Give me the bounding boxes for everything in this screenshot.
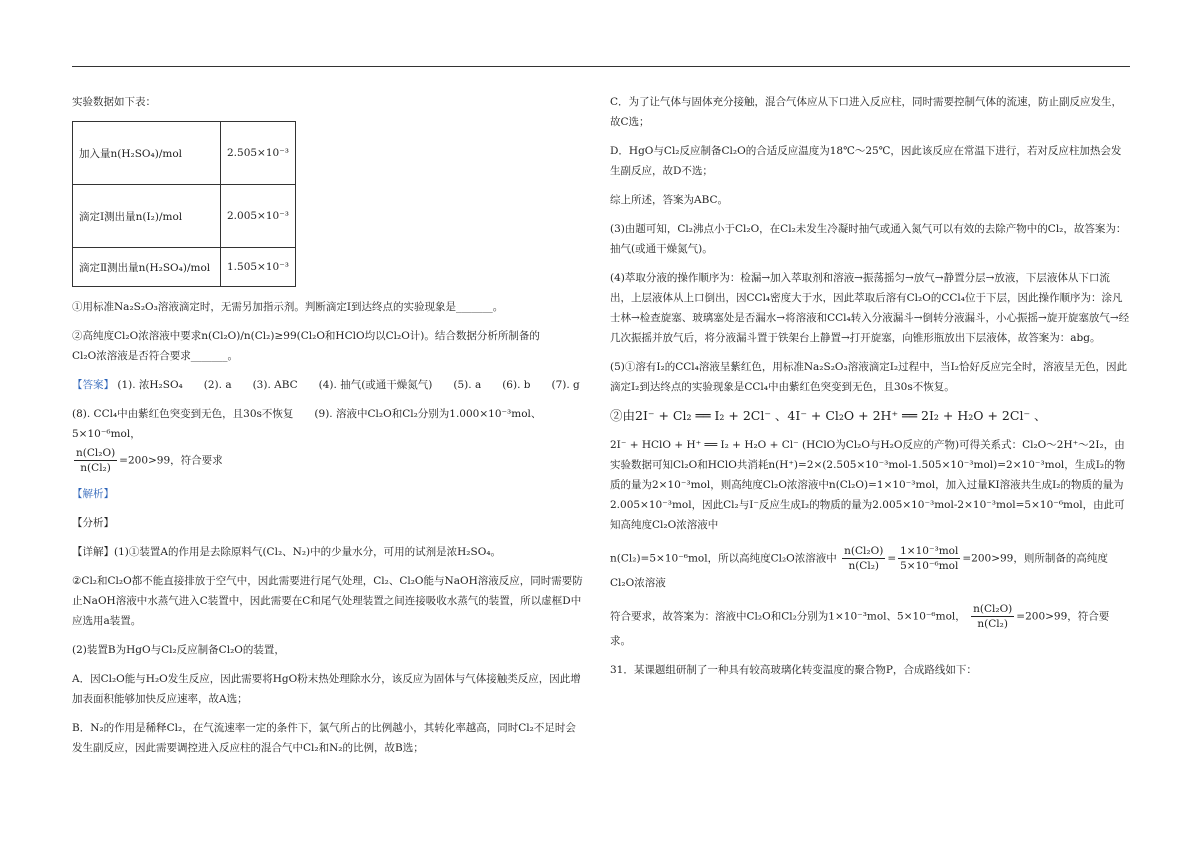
right-column	[610, 92, 1130, 689]
left-column	[72, 92, 584, 767]
fraction-numerator: 1×10⁻³mol	[900, 545, 959, 557]
fraction-numerator: n(Cl₂O)	[844, 545, 884, 557]
part-5: (5)①溶有I₂的CCl₄溶液呈紫红色，用标准Na₂S₂O₃溶液滴定I₂过程中，当I₂恰好反应完全时，溶液呈无色，因此滴定I₂到达终点的实验现象是CCl₄中由紫红色突变到无色，且30s不恢复。	[610, 361, 1127, 393]
question-1: ①用标准Na₂S₂O₃溶液滴定时，无需另加指示剂。判断滴定Ⅰ到达终点的实验现象是_______。	[72, 301, 504, 313]
final-line	[610, 602, 1130, 651]
question-2: ②高纯度Cl₂O浓溶液中要求n(Cl₂O)/n(Cl₂)≥99(Cl₂O和HClO均以Cl₂O计)。结合数据分析所制备的	[72, 330, 540, 342]
part-3: (3)由题可知，Cl₂沸点小于Cl₂O，在Cl₂未发生冷凝时抽气或通入氮气可以有效的去除产物中的Cl₂，故答案为：抽气(或通干燥氮气)。	[610, 223, 1127, 255]
table-cell-value: 2.505×10⁻³	[221, 122, 296, 185]
final-fraction	[971, 602, 1014, 631]
answer-line-1	[72, 375, 584, 395]
fraction-numerator: n(Cl₂O)	[973, 603, 1013, 615]
equation-2: 2I⁻ + HClO + H⁺ ══ I₂ + H₂O + Cl⁻ (HClO为Cl₂O与H₂O反应的产物)可得关系式：Cl₂O～2H⁺～2I₂，由实验数据可知Cl₂O和HClO共消耗n(H⁺)=2×(2.505×10⁻³mol-1.505×10⁻³mol)=2×10⁻³mol，生成I₂的物质的量为2×10⁻³mol，则高纯度Cl₂O浓溶液中n(Cl₂O)=1×10⁻³mol，加入过量KI溶液共生成I₂的物质的量为2.005×10⁻³mol，因此Cl₂与I⁻反应生成I₂的物质的量为2.005×10⁻³mol-2×10⁻³mol=5×10⁻⁶mol，由此可知高纯度Cl₂O浓溶液中	[610, 439, 1126, 531]
answer-conclusion: =200>99，符合要求	[119, 454, 223, 467]
table-row	[73, 248, 296, 287]
fenxi-tag: 【分析】	[72, 517, 114, 529]
answer-items: (1). 浓H₂SO₄ (2). a (3). ABC (4). 抽气(或通干燥氮气) (5). a (6). b (7). g	[117, 379, 580, 391]
calc-fraction-2	[898, 544, 960, 573]
calc-line: n(Cl₂)=5×10⁻⁶mol，所以高纯度Cl₂O浓溶液中 $\frac{\text{n(Cl₂O)}}{\text{n(Cl₂)}}$ = $\frac{\text{1×10⁻³mol}}{\text{5×10⁻⁶mol}}$ =200>99，则所制备的高纯度Cl₂O浓溶液	[610, 545, 1108, 589]
question-31: 31．某课题组研制了一种具有较高玻璃化转变温度的聚合物P，合成路线如下：	[610, 664, 977, 676]
table-cell-label: 滴定Ⅰ测出量n(I₂)/mol	[73, 185, 221, 248]
calc-post: =200>99，则所制备的高纯度Cl₂O浓溶液	[610, 552, 1108, 589]
table-cell-label: 滴定Ⅱ测出量n(H₂SO₄)/mol	[73, 248, 221, 287]
header-rule	[72, 66, 1130, 67]
table-row	[73, 122, 296, 185]
analysis-tag: 【解析】	[72, 488, 114, 500]
fraction-denominator: n(Cl₂)	[848, 560, 879, 572]
fraction-denominator: n(Cl₂)	[977, 618, 1008, 630]
question-2-cont: Cl₂O浓溶液是否符合要求_______。	[72, 350, 238, 362]
detail-2: ②Cl₂和Cl₂O都不能直接排放于空气中，因此需要进行尾气处理，Cl₂、Cl₂O能与NaOH溶液反应，同时需要防止NaOH溶液中水蒸气进入C装置中，因此需要在C和尾气处理装置之间连接吸收水蒸气的装置，所以虚框D中应选用a装置。	[72, 575, 583, 627]
option-d: D．HgO与Cl₂反应制备Cl₂O的合适反应温度为18℃～25℃，因此该反应在常温下进行，若对反应柱加热会发生副反应，故D不选；	[610, 145, 1122, 177]
calc-pre: n(Cl₂)=5×10⁻⁶mol，所以高纯度Cl₂O浓溶液中	[610, 552, 837, 565]
calc-fraction-1	[842, 544, 885, 573]
data-table	[72, 121, 296, 287]
answer-line-2: (8). CCl₄中由紫红色突变到无色，且30s不恢复 (9). 溶液中Cl₂O和Cl₂分别为1.000×10⁻³mol、5×10⁻⁶mol，	[72, 408, 542, 440]
table-cell-value: 1.505×10⁻³	[221, 248, 296, 287]
option-c: C．为了让气体与固体充分接触，混合气体应从下口进入反应柱，同时需要控制气体的流速，防止副反应发生，故C选；	[610, 96, 1123, 128]
fraction-denominator: 5×10⁻⁶mol	[900, 560, 959, 572]
final-pre: 符合要求，故答案为：溶液中Cl₂O和Cl₂分别为1×10⁻³mol、5×10⁻⁶mol，	[610, 610, 966, 623]
summary: 综上所述，答案为ABC。	[610, 194, 729, 206]
table-row	[73, 185, 296, 248]
detail-1: 【详解】(1)①装置A的作用是去除原料气(Cl₂、N₂)中的少量水分，可用的试剂是浓H₂SO₄。	[72, 546, 502, 558]
equation-1: ②由2I⁻ + Cl₂ ══ I₂ + 2Cl⁻ 、4I⁻ + Cl₂O + 2H⁺ ══ 2I₂ + H₂O + 2Cl⁻ 、	[610, 408, 1047, 423]
detail-5: B．N₂的作用是稀释Cl₂，在气流速率一定的条件下，氯气所占的比例越小，其转化率越高，同时Cl₂不足时会发生副反应，因此需要调控进入反应柱的混合气中Cl₂和N₂的比例，故B选；	[72, 722, 576, 754]
detail-3: (2)装置B为HgO与Cl₂反应制备Cl₂O的装置，	[72, 644, 285, 656]
answer-line-3	[72, 446, 584, 475]
intro-text: 实验数据如下表：	[72, 96, 156, 108]
ratio-fraction	[74, 446, 117, 475]
table-cell-label: 加入量n(H₂SO₄)/mol	[73, 122, 221, 185]
final-post: =200>99，符合要求。	[610, 610, 1110, 647]
fraction-numerator: n(Cl₂O)	[76, 447, 116, 459]
table-cell-value: 2.005×10⁻³	[221, 185, 296, 248]
detail-4: A．因Cl₂O能与H₂O发生反应，因此需要将HgO粉末热处理除水分，该反应为固体与气体接触类反应，因此增加表面积能够加快反应速率，故A选；	[72, 673, 581, 705]
fraction-denominator: n(Cl₂)	[80, 462, 111, 474]
answer-tag: 【答案】	[72, 379, 114, 391]
part-4: (4)萃取分液的操作顺序为：检漏→加入萃取剂和溶液→振荡摇匀→放气→静置分层→放液，下层液体从下口流出，上层液体从上口倒出，因CCl₄密度大于水，因此萃取后溶有Cl₂O的CCl₄位于下层，因此操作顺序为：涂凡士林→检查旋塞、玻璃塞处是否漏水→将溶液和CCl₄转入分液漏斗→倒转分液漏斗，小心振摇→旋开旋塞放气→经几次振摇并放气后，将分液漏斗置于铁架台上静置→打开旋塞，向锥形瓶放出下层液体，故答案为：abg。	[610, 272, 1130, 344]
